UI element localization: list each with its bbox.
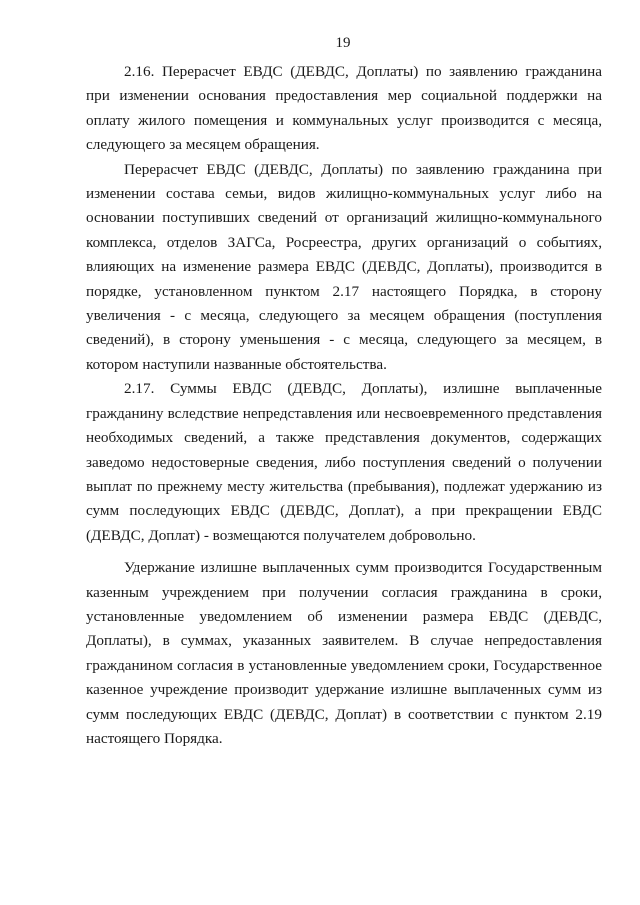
page-number: 19	[335, 35, 351, 51]
document-body	[86, 60, 602, 751]
paragraph-2-16: 2.16. Перерасчет ЕВДС (ДЕВДС, Доплаты) по заявлению гражданина при изменении основания предоставления мер социальной поддержки на оплату жилого помещения и коммунальных услуг производится с месяца, следующего за месяцем обращения.	[86, 63, 602, 154]
paragraph-withholding: Удержание излишне выплаченных сумм производится Государственным казенным учреждением при получении согласия гражданина в сроки, установленные уведомлением об изменении размера ЕВДС (ДЕВДС, Доплаты), в суммах, указанных заявителем. В случае непредоставления гражданином согласия в установленные уведомлением сроки, Государственное казенное учреждение производит удержание излишне выплаченных сумм из сумм последующих ЕВДС (ДЕВДС, Доплат) в соответствии с пунктом 2.19 настоящего Порядка.	[86, 559, 602, 747]
paragraph-2-17: 2.17. Суммы ЕВДС (ДЕВДС, Доплаты), излишне выплаченные гражданину вследствие непредставления или несвоевременного представления необходимых сведений, а также представления документов, содержащих заведомо недостоверные сведения, либо поступления сведений о получении выплат по прежнему месту жительства (пребывания), подлежат удержанию из сумм последующих ЕВДС (ДЕВДС, Доплат), а при прекращении ЕВДС (ДЕВДС, Доплат) - возмещаются получателем добровольно.	[86, 380, 602, 544]
paragraph-recalculation: Перерасчет ЕВДС (ДЕВДС, Доплаты) по заявлению гражданина при изменении состава семьи, видов жилищно-коммунальных услуг либо на основании поступивших сведений от организаций жилищно-коммунального комплекса, отделов ЗАГСа, Росреестра, других организаций о событиях, влияющих на изменение размера ЕВДС (ДЕВДС, Доплаты), производится в порядке, установленном пунктом 2.17 настоящего Порядка, в сторону увеличения - с месяца, следующего за месяцем обращения (поступления сведений), в сторону уменьшения - с месяца, следующего за месяцем, в котором наступили названные обстоятельства.	[86, 160, 602, 373]
